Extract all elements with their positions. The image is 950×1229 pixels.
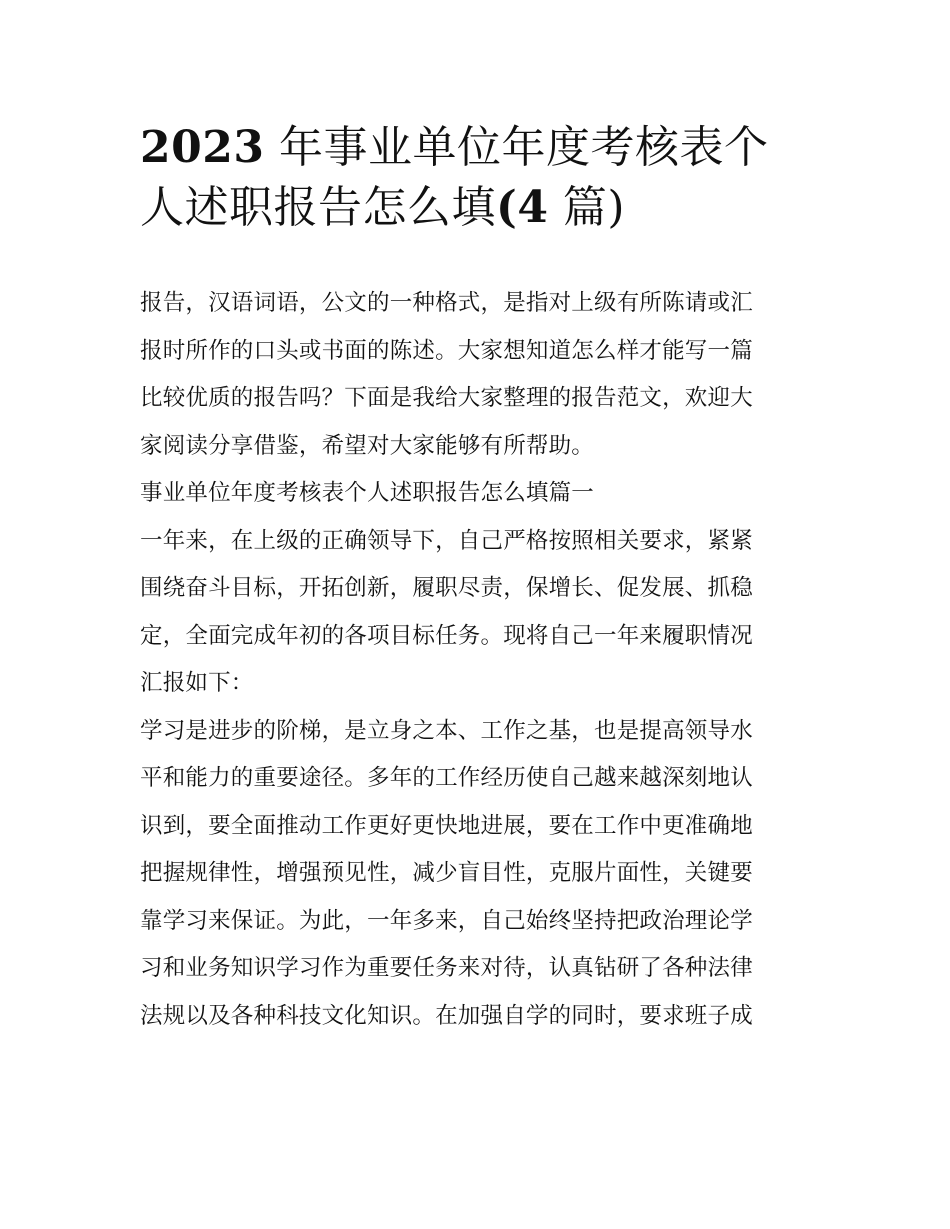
paragraph-line: 报时所作的口头或书面的陈述。大家想知道怎么样才能写一篇 [140, 337, 753, 364]
title-line-2 [140, 178, 812, 238]
paragraph-line: 一年来，在上级的正确领导下，自己严格按照相关要求，紧紧 [140, 527, 753, 554]
paragraph-line: 定，全面完成年初的各项目标任务。现将自己一年来履职情况 [140, 622, 753, 649]
paragraph-line: 报告，汉语词语，公文的一种格式，是指对上级有所陈请或汇 [140, 290, 753, 316]
paragraph-line: 法规以及各种科技文化知识。在加强自学的同时，要求班子成 [140, 1002, 753, 1029]
paragraph-line: 把握规律性，增强预见性，减少盲目性，克服片面性，关键要 [140, 860, 753, 886]
paragraph-line: 靠学习来保证。为此，一年多来，自己始终坚持把政治理论学 [140, 907, 753, 934]
title-text: 年事业单位年度考核表个 [264, 122, 769, 173]
title-text: 人述职报告怎么填 [140, 182, 496, 233]
paragraph-line: 识到，要全面推动工作更好更快地进展，要在工作中更准确地 [140, 812, 753, 839]
document-body [140, 280, 812, 1040]
paragraph-line: 比较优质的报告吗？下面是我给大家整理的报告范文，欢迎大 [140, 385, 753, 411]
title-line-1 [140, 118, 812, 178]
paragraph-line: 汇报如下： [140, 670, 254, 696]
paragraph-line: 学习是进步的阶梯，是立身之本、工作之基，也是提高领导水 [140, 717, 753, 744]
title-text: 篇) [548, 182, 626, 233]
title-year: 2023 [140, 122, 265, 173]
paragraph-line: 平和能力的重要途径。多年的工作经历使自己越来越深刻地认 [140, 765, 753, 791]
paragraph-line: 围绕奋斗目标，开拓创新，履职尽责，保增长、促发展、抓稳 [140, 575, 753, 601]
title-count: (4 [496, 182, 549, 233]
document-title [140, 118, 812, 238]
section-heading: 事业单位年度考核表个人述职报告怎么填篇一 [140, 480, 595, 506]
paragraph-line: 习和业务知识学习作为重要任务来对待，认真钻研了各种法律 [140, 955, 753, 981]
paragraph-line: 家阅读分享借鉴，希望对大家能够有所帮助。 [140, 432, 595, 459]
